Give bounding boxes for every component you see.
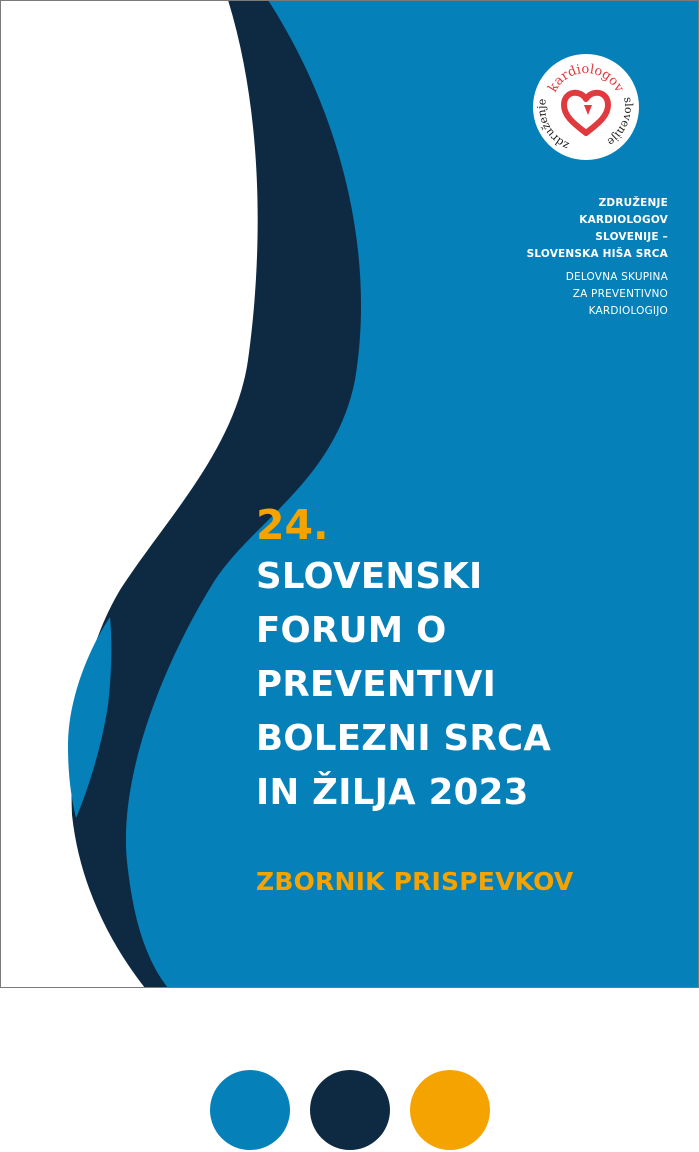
cover-title-line: SLOVENSKI <box>256 556 483 597</box>
cover-title-line: IN ŽILJA 2023 <box>256 772 529 813</box>
cover-title-line: BOLEZNI SRCA <box>256 718 552 759</box>
cover-title-line: PREVENTIVI <box>256 664 497 705</box>
working-group-line: KARDIOLOGIJO <box>588 305 668 317</box>
organization-name <box>527 195 668 263</box>
logo-text-top: kardiologov <box>545 61 627 95</box>
organization-name-line: SLOVENSKA HIŠA SRCA <box>526 248 668 260</box>
cover-title-block <box>256 500 551 820</box>
swatch-navy <box>310 1070 390 1150</box>
organization-name-line: KARDIOLOGOV <box>579 214 668 226</box>
logo-text-right: slovenije <box>604 96 636 149</box>
working-group-line: ZA PREVENTIVNO <box>572 288 668 300</box>
cover-title <box>256 550 551 820</box>
logo-text-left: združenje <box>535 97 572 153</box>
swatch-orange <box>410 1070 490 1150</box>
cover-subtitle: ZBORNIK PRISPEVKOV <box>256 867 574 896</box>
cover-title-line: FORUM O <box>256 610 447 651</box>
organization-name-line: SLOVENIJE – <box>595 231 668 243</box>
swatch-blue <box>210 1070 290 1150</box>
edition-number: 24. <box>256 501 329 549</box>
organization-name-line: ZDRUŽENJE <box>598 197 668 209</box>
organization-block <box>527 195 668 320</box>
working-group-line: DELOVNA SKUPINA <box>565 271 668 283</box>
working-group <box>527 269 668 320</box>
association-logo <box>532 53 640 161</box>
